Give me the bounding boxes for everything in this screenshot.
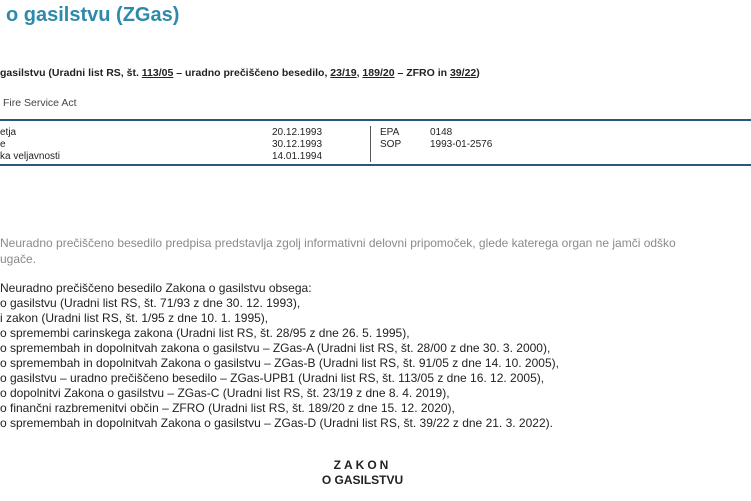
law-subheading: O GASILSTVU: [321, 473, 404, 487]
code-label: EPA: [380, 127, 400, 138]
disclaimer-line: Neuradno prečiščeno besedilo predpisa predstavlja zgolj informativni delovni pripomoček, glede katerega organ ne jamči odško: [0, 236, 676, 250]
code-value: 0148: [430, 127, 453, 138]
metadata-labels: [0, 127, 60, 163]
metadata-divider: [370, 126, 371, 162]
metadata-label: etja: [0, 127, 17, 138]
english-title: Fire Service Act: [3, 97, 77, 109]
gazette-references: [0, 67, 480, 79]
metadata-date: 30.12.1993: [272, 139, 323, 150]
disclaimer-notice: [0, 235, 751, 267]
gazette-link-113-05[interactable]: 113/05: [141, 67, 174, 79]
gazette-separator: ,: [356, 67, 363, 79]
gazette-link-23-19[interactable]: 23/19: [330, 67, 357, 79]
list-item: o dopolnitvi Zakona o gasilstvu – ZGas-C (Uradni list RS, št. 23/19 z dne 8. 4. 2019),: [0, 386, 450, 400]
gazette-prefix: gasilstvu (Uradni list RS, št.: [0, 67, 142, 79]
gazette-suffix: ): [476, 67, 480, 79]
code-label: SOP: [380, 139, 402, 150]
metadata-date: 14.01.1994: [272, 151, 323, 162]
metadata-code-labels: [380, 127, 401, 151]
code-value: 1993-01-2576: [430, 139, 493, 150]
law-title: o gasilstvu (ZGas): [6, 4, 180, 26]
metadata-date: 20.12.1993: [272, 127, 323, 138]
list-intro: Neuradno prečiščeno besedilo Zakona o gasilstvu obsega:: [0, 281, 312, 295]
gazette-middle: – uradno prečiščeno besedilo,: [173, 67, 331, 79]
gazette-link-39-22[interactable]: 39/22: [449, 67, 477, 79]
law-heading: ZAKON: [333, 458, 392, 472]
metadata-dates: [272, 127, 322, 163]
list-item: o gasilstvu (Uradni list RS, št. 71/93 z dne 30. 12. 1993),: [0, 296, 301, 310]
metadata-code-values: [430, 127, 492, 151]
gazette-separator: – ZFRO in: [394, 67, 450, 79]
disclaimer-line: ugače.: [0, 252, 37, 266]
metadata-label: e: [0, 139, 6, 150]
consolidation-list: [0, 281, 559, 431]
list-item: o spremembah in dopolnitvah Zakona o gasilstvu – ZGas-B (Uradni list RS, št. 91/05 z dne 14. 10. 2005),: [0, 356, 559, 370]
list-item: o spremembi carinskega zakona (Uradni list RS, št. 28/95 z dne 26. 5. 1995),: [0, 326, 410, 340]
list-item: o spremembah in dopolnitvah zakona o gasilstvu – ZGas-A (Uradni list RS, št. 28/00 z dne 30. 3. 2000),: [0, 341, 551, 355]
list-item: o finančni razbremenitvi občin – ZFRO (Uradni list RS, št. 189/20 z dne 15. 12. 2020),: [0, 401, 455, 415]
list-item: i zakon (Uradni list RS, št. 1/95 z dne 10. 1. 1995),: [0, 311, 269, 325]
list-item: o gasilstvu – uradno prečiščeno besedilo – ZGas-UPB1 (Uradni list RS, št. 113/05 z dne 16. 12. 2005),: [0, 371, 545, 385]
metadata-panel: [0, 119, 751, 166]
gazette-link-189-20[interactable]: 189/20: [362, 67, 395, 79]
list-item: o spremembah in dopolnitvah Zakona o gasilstvu – ZGas-D (Uradni list RS, št. 39/22 z dne 21. 3. 2022).: [0, 416, 553, 430]
metadata-label: ka veljavnosti: [0, 151, 61, 162]
